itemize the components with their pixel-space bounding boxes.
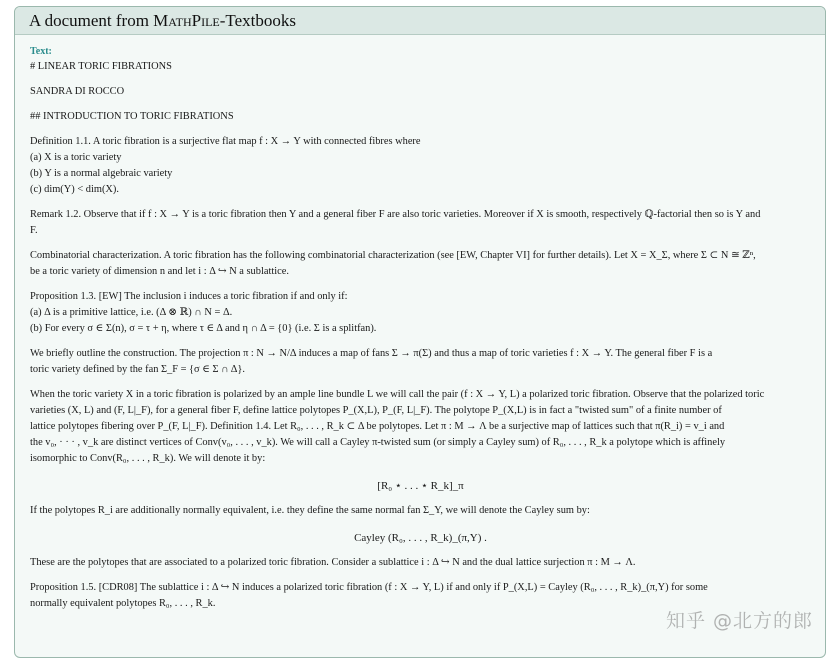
- polarized-paragraph-line-2: varieties (X, L) and (F, L|_F), for a general fiber F, define lattice polytopes P_(X,L), P_(F, L|_F). The polytope P_(X,L) is in fact a "twisted sum" of a finite number of: [30, 405, 722, 416]
- normally-equivalent-paragraph: If the polytopes R_i are additionally normally equivalent, i.e. they define the same normal fan Σ_Y, we will denote the Cayley sum by:: [30, 505, 590, 516]
- construction-outline: We briefly outline the construction. The projection π : N → N/Δ induces a map of fans Σ → π(Σ) and thus a map of toric varieties f : X → Y. The general fiber F is a: [30, 348, 713, 359]
- proposition-item-b: (b) For every σ ∈ Σ(n), σ = τ + η, where τ ∈ Δ and η ∩ Δ = {0} (i.e. Σ is a splitfan).: [30, 323, 377, 334]
- proposition-1-5-cont: normally equivalent polytopes R₀, . . . , R_k.: [30, 598, 216, 609]
- polarized-paragraph-line-1: When the toric variety X in a toric fibration is polarized by an ample line bundle L we will call the pair (f : X → Y, L) a polarized toric fibration. Observe that the polarized toric: [30, 389, 765, 400]
- definition-item-b: (b) Y is a normal algebraic variety: [30, 168, 173, 179]
- polarized-paragraph-line-4: the v₀, · · · , v_k are distinct vertices of Conv(v₀, . . . , v_k). We will call a Cayley π-twisted sum (or simply a Cayley sum) of R₀, . . . , R_k a polytope which is affinely: [30, 437, 726, 448]
- combinatorial-characterization: Combinatorial characterization. A toric fibration has the following combinatorial characterization (see [EW, Chapter VI] for further details). Let X = X_Σ, where Σ ⊂ N ≅ ℤⁿ,: [30, 250, 756, 261]
- polarized-paragraph-line-3: lattice polytopes fibering over P_(F, L|_F). Definition 1.4. Let R₀, . . . , R_k ⊂ Δ be polytopes. Let π : M → Λ be a surjective map of lattices such that π(R_i) = v_i and: [30, 421, 725, 432]
- title-suffix: -Textbooks: [219, 10, 296, 30]
- display-formula-cayley-twisted-sum: [R₀ ⋆ . . . ⋆ R_k]_π: [377, 480, 464, 492]
- combinatorial-characterization-cont: be a toric variety of dimension n and let i : Δ ↪ N a sublattice.: [30, 266, 289, 277]
- document-title: [29, 11, 296, 31]
- proposition-1-5: Proposition 1.5. [CDR08] The sublattice i : Δ ↪ N induces a polarized toric fibration (f : X → Y, L) if and only if P_(X,L) = Cayley (R₀, . . . , R_k)_(π,Y) for some: [30, 582, 708, 593]
- heading-1: # LINEAR TORIC FIBRATIONS: [30, 61, 172, 72]
- construction-outline-cont: toric variety defined by the fan Σ_F = {σ ∈ Σ ∩ Δ}.: [30, 364, 245, 375]
- proposition-1-3: Proposition 1.3. [EW] The inclusion i induces a toric fibration if and only if:: [30, 291, 348, 302]
- document-header: [15, 7, 825, 35]
- definition-1-1: Definition 1.1. A toric fibration is a surjective flat map f : X → Y with connected fibres where: [30, 136, 421, 147]
- heading-2: ## INTRODUCTION TO TORIC FIBRATIONS: [30, 111, 234, 122]
- associated-polytopes-paragraph: These are the polytopes that are associated to a polarized toric fibration. Consider a sublattice i : Δ ↪ N and the dual lattice surjection π : M → Λ.: [30, 557, 636, 568]
- document-card: [14, 6, 826, 658]
- proposition-item-a: (a) Δ is a primitive lattice, i.e. (Δ ⊗ ℝ) ∩ N = Δ.: [30, 307, 233, 318]
- definition-item-c: (c) dim(Y) < dim(X).: [30, 184, 119, 195]
- text-label: Text:: [30, 46, 52, 57]
- display-formula-cayley: Cayley (R₀, . . . , R_k)_(π,Y) .: [354, 532, 487, 544]
- watermark: 知乎 @北方的郎: [665, 610, 813, 632]
- polarized-paragraph-line-5: isomorphic to Conv(R₀, . . . , R_k). We will denote it by:: [30, 453, 266, 464]
- document-body: [15, 35, 825, 612]
- title-prefix: A document from: [29, 10, 154, 30]
- definition-item-a: (a) X is a toric variety: [30, 152, 122, 163]
- remark-1-2: Remark 1.2. Observe that if f : X → Y is a toric fibration then Y and a general fiber F are also toric varieties. Moreover if X is smooth, respectively ℚ-factorial then so is Y and: [30, 209, 761, 220]
- source-name: MathPile: [153, 10, 220, 30]
- remark-1-2-cont: F.: [30, 225, 38, 236]
- author: SANDRA DI ROCCO: [30, 86, 125, 97]
